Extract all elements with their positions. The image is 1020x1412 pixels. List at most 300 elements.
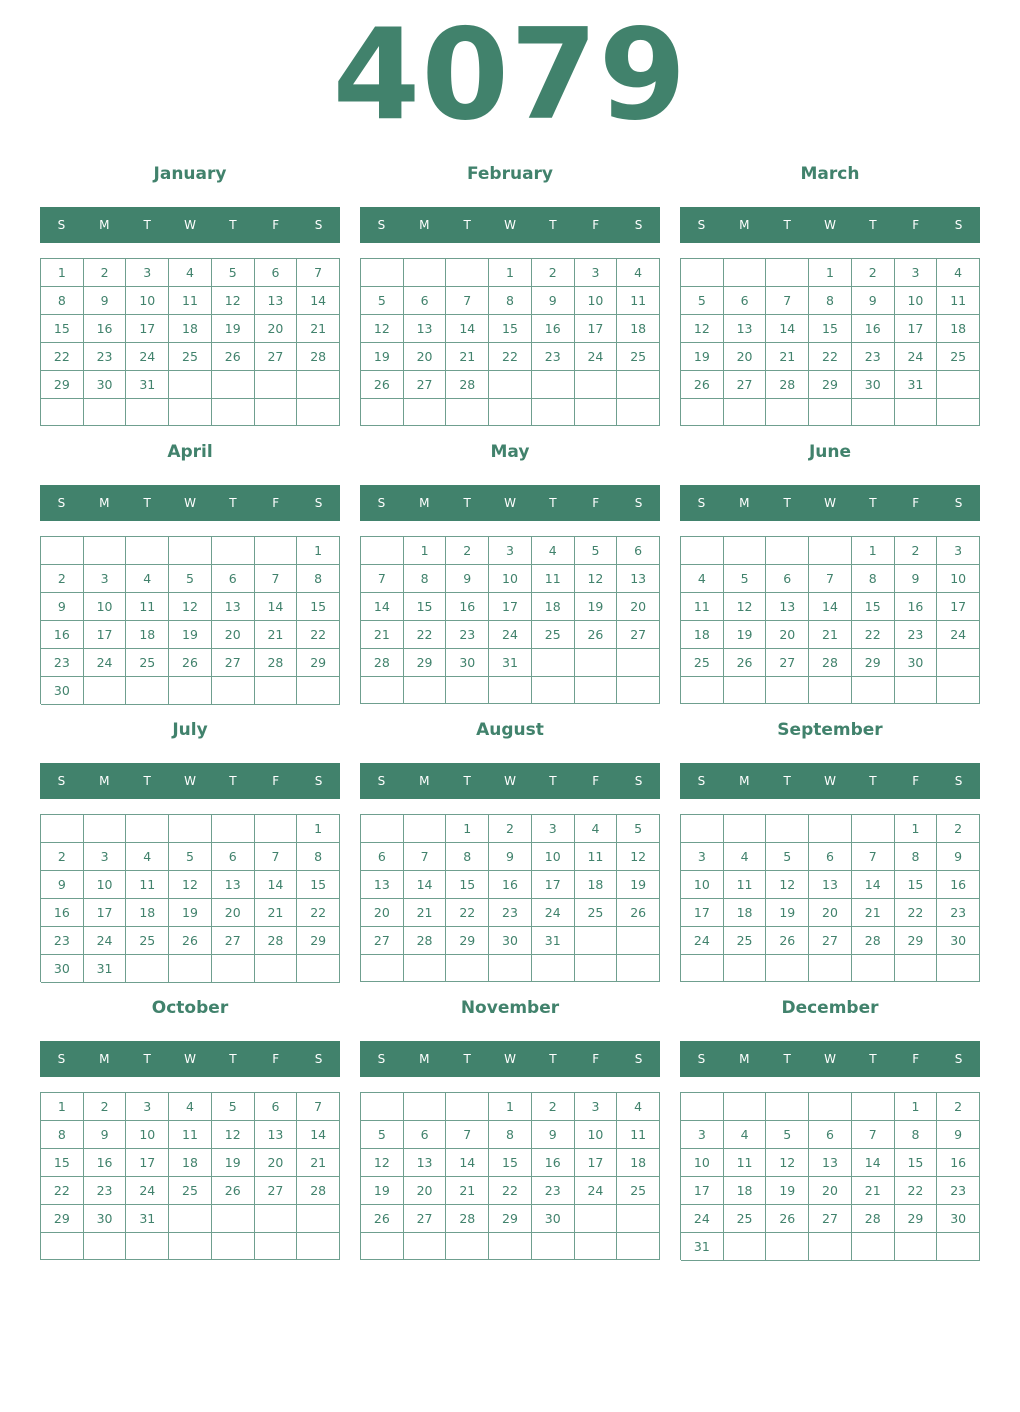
empty-day-cell	[809, 1233, 852, 1261]
empty-day-cell	[852, 677, 895, 704]
day-cell: 6	[617, 537, 660, 565]
day-cell: 27	[724, 371, 767, 399]
day-cell: 12	[575, 565, 618, 593]
weekday-label: S	[314, 218, 323, 232]
day-cell: 23	[41, 649, 84, 677]
empty-day-cell	[575, 399, 618, 426]
day-cell: 20	[361, 899, 404, 927]
empty-day-cell	[575, 371, 618, 399]
weekday-label: T	[229, 496, 237, 510]
day-cell: 25	[169, 343, 212, 371]
month-name: September	[777, 720, 883, 740]
empty-day-cell	[809, 1093, 852, 1121]
day-cell: 9	[41, 871, 84, 899]
day-cell: 15	[404, 593, 447, 621]
month-name: June	[808, 442, 852, 462]
day-cell: 11	[937, 287, 980, 315]
empty-day-cell	[809, 399, 852, 426]
day-cell: 15	[895, 1149, 938, 1177]
day-cell: 20	[809, 899, 852, 927]
day-grid	[360, 536, 660, 704]
empty-day-cell	[41, 1233, 84, 1260]
day-cell: 8	[895, 1121, 938, 1149]
day-cell: 4	[617, 1093, 660, 1121]
weekday-label: T	[143, 218, 151, 232]
day-cell: 6	[724, 287, 767, 315]
day-cell: 16	[532, 1149, 575, 1177]
empty-day-cell	[617, 1205, 660, 1233]
day-cell: 31	[895, 371, 938, 399]
weekday-header	[680, 485, 980, 521]
day-cell: 10	[895, 287, 938, 315]
empty-day-cell	[84, 815, 127, 843]
day-cell: 19	[169, 899, 212, 927]
weekday-header	[40, 485, 340, 521]
month-may	[360, 438, 660, 670]
day-cell: 22	[489, 1177, 532, 1205]
empty-day-cell	[809, 537, 852, 565]
day-cell: 4	[724, 1121, 767, 1149]
day-cell: 30	[41, 677, 84, 705]
day-cell: 12	[169, 871, 212, 899]
day-cell: 24	[532, 899, 575, 927]
day-cell: 19	[724, 621, 767, 649]
day-cell: 10	[489, 565, 532, 593]
empty-day-cell	[169, 371, 212, 399]
day-cell: 20	[404, 1177, 447, 1205]
day-cell: 14	[361, 593, 404, 621]
day-cell: 28	[809, 649, 852, 677]
empty-day-cell	[937, 649, 980, 677]
day-cell: 3	[937, 537, 980, 565]
day-cell: 16	[532, 315, 575, 343]
month-name: December	[781, 998, 879, 1018]
month-name: January	[153, 164, 227, 184]
empty-day-cell	[446, 955, 489, 982]
day-cell: 26	[361, 1205, 404, 1233]
day-cell: 7	[297, 1093, 340, 1121]
empty-day-cell	[489, 1233, 532, 1260]
day-cell: 7	[852, 843, 895, 871]
day-cell: 13	[724, 315, 767, 343]
weekday-label: S	[377, 1052, 386, 1066]
day-cell: 9	[532, 1121, 575, 1149]
empty-day-cell	[937, 1233, 980, 1261]
day-cell: 26	[681, 371, 724, 399]
weekday-label: T	[463, 774, 471, 788]
empty-day-cell	[809, 815, 852, 843]
day-cell: 7	[255, 843, 298, 871]
day-cell: 15	[446, 871, 489, 899]
month-july	[40, 716, 340, 976]
day-cell: 10	[126, 1121, 169, 1149]
empty-day-cell	[532, 677, 575, 704]
weekday-label: T	[869, 774, 877, 788]
day-cell: 7	[852, 1121, 895, 1149]
day-cell: 9	[41, 593, 84, 621]
day-cell: 16	[489, 871, 532, 899]
day-cell: 1	[895, 815, 938, 843]
day-cell: 17	[681, 1177, 724, 1205]
empty-day-cell	[724, 399, 767, 426]
day-cell: 3	[681, 843, 724, 871]
day-cell: 9	[489, 843, 532, 871]
weekday-label: S	[954, 1052, 963, 1066]
empty-day-cell	[212, 399, 255, 426]
day-cell: 2	[41, 565, 84, 593]
empty-day-cell	[937, 399, 980, 426]
day-cell: 27	[404, 371, 447, 399]
day-cell: 12	[766, 1149, 809, 1177]
day-cell: 22	[446, 899, 489, 927]
empty-day-cell	[617, 1233, 660, 1260]
month-name: August	[476, 720, 544, 740]
empty-day-cell	[404, 1233, 447, 1260]
day-cell: 4	[126, 843, 169, 871]
weekday-label: M	[99, 774, 110, 788]
empty-day-cell	[852, 1093, 895, 1121]
day-grid	[680, 258, 980, 426]
day-cell: 27	[212, 927, 255, 955]
day-cell: 12	[681, 315, 724, 343]
month-april	[40, 438, 340, 698]
day-cell: 25	[724, 1205, 767, 1233]
day-cell: 29	[446, 927, 489, 955]
day-cell: 30	[532, 1205, 575, 1233]
weekday-label: W	[504, 774, 516, 788]
weekday-label: S	[57, 218, 66, 232]
weekday-label: S	[314, 1052, 323, 1066]
empty-day-cell	[852, 815, 895, 843]
day-grid	[360, 814, 660, 982]
day-cell: 23	[895, 621, 938, 649]
day-cell: 27	[404, 1205, 447, 1233]
day-cell: 26	[766, 927, 809, 955]
month-december	[680, 994, 980, 1254]
empty-day-cell	[126, 399, 169, 426]
day-cell: 30	[446, 649, 489, 677]
weekday-label: S	[377, 496, 386, 510]
day-cell: 22	[297, 621, 340, 649]
day-cell: 24	[126, 343, 169, 371]
empty-day-cell	[724, 815, 767, 843]
weekday-label: F	[272, 496, 280, 510]
empty-day-cell	[126, 1233, 169, 1260]
day-cell: 10	[681, 1149, 724, 1177]
empty-day-cell	[681, 955, 724, 982]
day-cell: 10	[575, 1121, 618, 1149]
weekday-label: F	[912, 774, 920, 788]
empty-day-cell	[852, 1233, 895, 1261]
weekday-label: S	[954, 774, 963, 788]
weekday-label: M	[419, 1052, 430, 1066]
weekday-label: S	[57, 1052, 66, 1066]
weekday-label: M	[419, 218, 430, 232]
empty-day-cell	[169, 1205, 212, 1233]
weekday-label: F	[912, 1052, 920, 1066]
day-cell: 13	[212, 593, 255, 621]
day-cell: 2	[852, 259, 895, 287]
day-cell: 31	[489, 649, 532, 677]
day-cell: 12	[361, 1149, 404, 1177]
day-cell: 8	[297, 565, 340, 593]
day-cell: 30	[895, 649, 938, 677]
day-cell: 9	[532, 287, 575, 315]
day-cell: 29	[297, 649, 340, 677]
day-cell: 31	[126, 371, 169, 399]
empty-day-cell	[575, 955, 618, 982]
day-cell: 4	[617, 259, 660, 287]
weekday-label: T	[463, 1052, 471, 1066]
day-cell: 11	[724, 1149, 767, 1177]
empty-day-cell	[126, 537, 169, 565]
empty-day-cell	[446, 1093, 489, 1121]
day-cell: 8	[852, 565, 895, 593]
empty-day-cell	[169, 955, 212, 983]
day-cell: 14	[255, 871, 298, 899]
day-cell: 1	[297, 537, 340, 565]
empty-day-cell	[681, 1093, 724, 1121]
day-cell: 21	[809, 621, 852, 649]
day-cell: 19	[361, 343, 404, 371]
day-cell: 18	[724, 899, 767, 927]
weekday-label: W	[184, 774, 196, 788]
month-name: November	[460, 998, 560, 1018]
day-cell: 25	[681, 649, 724, 677]
day-cell: 12	[766, 871, 809, 899]
day-cell: 28	[446, 1205, 489, 1233]
day-cell: 18	[617, 1149, 660, 1177]
empty-day-cell	[575, 1233, 618, 1260]
empty-day-cell	[255, 955, 298, 983]
day-cell: 27	[766, 649, 809, 677]
day-cell: 25	[617, 343, 660, 371]
month-march	[680, 160, 980, 392]
weekday-label: S	[377, 218, 386, 232]
day-cell: 23	[532, 1177, 575, 1205]
weekday-label: M	[99, 496, 110, 510]
day-cell: 24	[575, 1177, 618, 1205]
day-cell: 10	[937, 565, 980, 593]
empty-day-cell	[766, 399, 809, 426]
weekday-label: S	[697, 774, 706, 788]
empty-day-cell	[446, 677, 489, 704]
month-name: October	[151, 998, 229, 1018]
day-cell: 5	[724, 565, 767, 593]
day-cell: 15	[489, 1149, 532, 1177]
empty-day-cell	[126, 815, 169, 843]
weekday-header	[360, 485, 660, 521]
day-cell: 14	[446, 315, 489, 343]
empty-day-cell	[681, 815, 724, 843]
day-cell: 16	[84, 315, 127, 343]
weekday-label: M	[739, 774, 750, 788]
day-cell: 21	[297, 315, 340, 343]
empty-day-cell	[446, 1233, 489, 1260]
month-november	[360, 994, 660, 1226]
day-cell: 15	[852, 593, 895, 621]
empty-day-cell	[489, 399, 532, 426]
day-cell: 2	[937, 1093, 980, 1121]
day-cell: 26	[212, 1177, 255, 1205]
empty-day-cell	[532, 955, 575, 982]
day-cell: 21	[766, 343, 809, 371]
day-cell: 29	[404, 649, 447, 677]
empty-day-cell	[361, 399, 404, 426]
day-cell: 21	[297, 1149, 340, 1177]
day-cell: 21	[404, 899, 447, 927]
day-cell: 1	[895, 1093, 938, 1121]
day-cell: 19	[766, 899, 809, 927]
weekday-label: W	[184, 496, 196, 510]
day-cell: 6	[361, 843, 404, 871]
day-cell: 17	[84, 621, 127, 649]
weekday-label: T	[143, 496, 151, 510]
day-cell: 23	[446, 621, 489, 649]
day-cell: 24	[489, 621, 532, 649]
day-cell: 3	[575, 1093, 618, 1121]
day-cell: 4	[532, 537, 575, 565]
empty-day-cell	[724, 537, 767, 565]
weekday-label: S	[314, 496, 323, 510]
day-cell: 6	[212, 843, 255, 871]
day-cell: 5	[617, 815, 660, 843]
day-cell: 24	[681, 1205, 724, 1233]
empty-day-cell	[297, 371, 340, 399]
day-cell: 2	[41, 843, 84, 871]
day-cell: 5	[681, 287, 724, 315]
weekday-label: S	[377, 774, 386, 788]
empty-day-cell	[212, 1233, 255, 1260]
empty-day-cell	[212, 815, 255, 843]
day-cell: 14	[446, 1149, 489, 1177]
day-cell: 14	[852, 871, 895, 899]
month-name: May	[490, 442, 530, 462]
day-cell: 6	[809, 1121, 852, 1149]
empty-day-cell	[126, 955, 169, 983]
day-cell: 22	[297, 899, 340, 927]
day-cell: 25	[169, 1177, 212, 1205]
weekday-label: S	[57, 774, 66, 788]
weekday-label: T	[463, 218, 471, 232]
empty-day-cell	[724, 955, 767, 982]
day-cell: 24	[937, 621, 980, 649]
empty-day-cell	[681, 537, 724, 565]
empty-day-cell	[446, 259, 489, 287]
day-cell: 12	[617, 843, 660, 871]
day-cell: 2	[489, 815, 532, 843]
weekday-label: T	[783, 218, 791, 232]
day-cell: 22	[852, 621, 895, 649]
weekday-header	[680, 763, 980, 799]
day-cell: 8	[489, 1121, 532, 1149]
day-cell: 15	[41, 315, 84, 343]
empty-day-cell	[489, 371, 532, 399]
empty-day-cell	[575, 927, 618, 955]
day-cell: 24	[84, 927, 127, 955]
day-cell: 13	[404, 1149, 447, 1177]
day-cell: 10	[126, 287, 169, 315]
weekday-label: S	[634, 1052, 643, 1066]
weekday-label: T	[143, 774, 151, 788]
day-cell: 2	[532, 1093, 575, 1121]
empty-day-cell	[361, 815, 404, 843]
weekday-label: T	[869, 218, 877, 232]
empty-day-cell	[255, 815, 298, 843]
day-cell: 14	[404, 871, 447, 899]
day-cell: 6	[212, 565, 255, 593]
empty-day-cell	[126, 677, 169, 705]
day-cell: 31	[681, 1233, 724, 1261]
day-cell: 5	[766, 1121, 809, 1149]
empty-day-cell	[617, 371, 660, 399]
day-cell: 16	[446, 593, 489, 621]
weekday-label: T	[229, 218, 237, 232]
day-cell: 7	[297, 259, 340, 287]
day-cell: 1	[41, 1093, 84, 1121]
day-cell: 23	[84, 343, 127, 371]
day-cell: 24	[681, 927, 724, 955]
weekday-label: M	[419, 496, 430, 510]
weekday-label: W	[504, 218, 516, 232]
weekday-label: W	[824, 218, 836, 232]
day-cell: 6	[255, 259, 298, 287]
day-cell: 6	[809, 843, 852, 871]
day-cell: 13	[404, 315, 447, 343]
day-cell: 1	[446, 815, 489, 843]
day-cell: 18	[532, 593, 575, 621]
day-cell: 17	[937, 593, 980, 621]
day-cell: 19	[361, 1177, 404, 1205]
day-cell: 1	[297, 815, 340, 843]
day-cell: 25	[126, 927, 169, 955]
day-cell: 11	[169, 1121, 212, 1149]
weekday-header	[360, 763, 660, 799]
empty-day-cell	[404, 677, 447, 704]
day-cell: 26	[361, 371, 404, 399]
empty-day-cell	[446, 399, 489, 426]
weekday-label: W	[504, 496, 516, 510]
day-cell: 27	[212, 649, 255, 677]
day-cell: 26	[766, 1205, 809, 1233]
day-cell: 23	[532, 343, 575, 371]
day-cell: 12	[361, 315, 404, 343]
day-cell: 24	[84, 649, 127, 677]
day-grid	[680, 536, 980, 704]
day-cell: 4	[126, 565, 169, 593]
weekday-label: M	[99, 218, 110, 232]
day-cell: 11	[681, 593, 724, 621]
weekday-label: M	[99, 1052, 110, 1066]
day-cell: 28	[446, 371, 489, 399]
day-cell: 29	[852, 649, 895, 677]
empty-day-cell	[84, 537, 127, 565]
empty-day-cell	[169, 815, 212, 843]
day-cell: 22	[489, 343, 532, 371]
empty-day-cell	[361, 259, 404, 287]
empty-day-cell	[532, 399, 575, 426]
day-cell: 13	[255, 287, 298, 315]
day-cell: 11	[126, 593, 169, 621]
empty-day-cell	[212, 955, 255, 983]
day-cell: 27	[809, 927, 852, 955]
day-cell: 14	[297, 287, 340, 315]
day-cell: 4	[575, 815, 618, 843]
day-cell: 21	[852, 899, 895, 927]
day-cell: 13	[809, 1149, 852, 1177]
day-cell: 3	[126, 259, 169, 287]
day-cell: 2	[84, 259, 127, 287]
